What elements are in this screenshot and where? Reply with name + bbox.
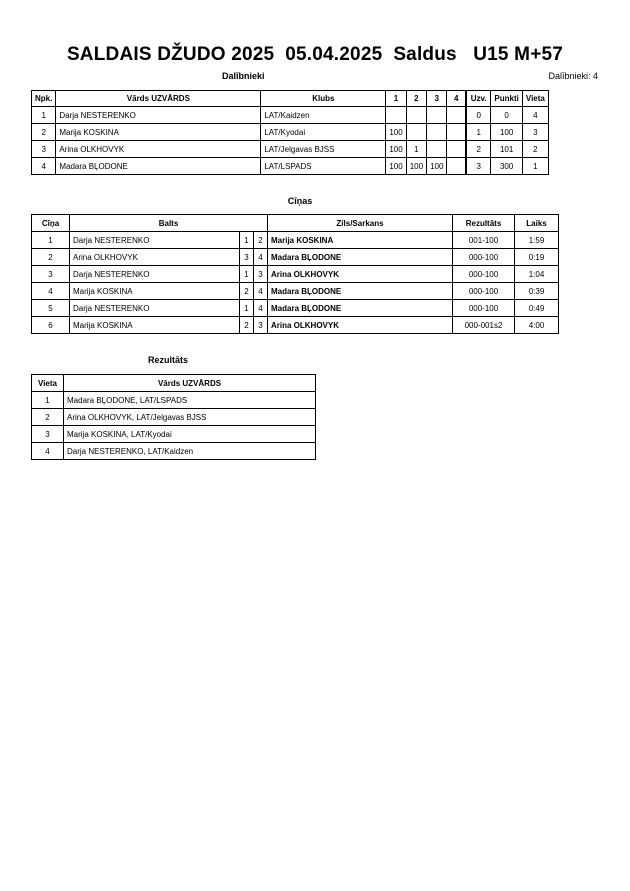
result-row (32, 409, 316, 426)
result-cell: Darja NESTERENKO, LAT/Kaidzen (64, 443, 316, 460)
fight-cell: Marija KOSKINA (268, 232, 453, 249)
col-header: Balts (70, 215, 268, 232)
result-cell: 1 (32, 392, 64, 409)
participant-cell: 1 (522, 158, 548, 175)
fight-cell: 1:59 (515, 232, 559, 249)
fight-cell: 1:04 (515, 266, 559, 283)
participant-cell: 2 (466, 141, 491, 158)
fight-cell: 4:00 (515, 317, 559, 334)
result-cell: 3 (32, 426, 64, 443)
fight-cell: 3 (254, 266, 268, 283)
col-header: 4 (447, 91, 466, 107)
fight-cell: Madara BĻODONE (268, 249, 453, 266)
participant-cell: LAT/LSPADS (261, 158, 386, 175)
participant-cell: 100 (386, 158, 406, 175)
fight-cell: 6 (32, 317, 70, 334)
fight-cell: 000-100 (453, 300, 515, 317)
col-header: Laiks (515, 215, 559, 232)
fight-cell: Darja NESTERENKO (70, 266, 240, 283)
fight-row (32, 300, 559, 317)
col-header: 3 (427, 91, 447, 107)
participant-row (32, 141, 549, 158)
fight-cell: 4 (254, 300, 268, 317)
fight-cell: 0:39 (515, 283, 559, 300)
col-header: Klubs (261, 91, 386, 107)
participant-cell (427, 107, 447, 124)
participant-cell: 4 (32, 158, 56, 175)
fight-cell: 2 (240, 317, 254, 334)
participant-cell (427, 141, 447, 158)
fight-cell: Darja NESTERENKO (70, 300, 240, 317)
participant-cell (406, 124, 426, 141)
participant-cell: 3 (32, 141, 56, 158)
participant-cell (447, 107, 466, 124)
participant-cell: 100 (427, 158, 447, 175)
participant-cell (406, 107, 426, 124)
participants-header-row (32, 91, 549, 107)
fight-cell: Madara BĻODONE (268, 300, 453, 317)
results-heading: Rezultāts (148, 355, 189, 365)
participant-cell (386, 107, 406, 124)
fights-header-row (32, 215, 559, 232)
participant-cell (427, 124, 447, 141)
participant-cell: 100 (491, 124, 522, 141)
fight-cell: 000-100 (453, 266, 515, 283)
participant-cell: Madara BĻODONE (56, 158, 261, 175)
participant-cell: LAT/Kaidzen (261, 107, 386, 124)
result-row (32, 392, 316, 409)
result-cell: Arina OLKHOVYK, LAT/Jelgavas BJSS (64, 409, 316, 426)
participant-cell (447, 158, 466, 175)
participant-cell: 2 (32, 124, 56, 141)
fight-cell: 4 (254, 283, 268, 300)
col-header: Uzv. (466, 91, 491, 107)
fight-row (32, 283, 559, 300)
participant-cell: 100 (386, 141, 406, 158)
participant-cell: 1 (32, 107, 56, 124)
fight-cell: 1 (240, 232, 254, 249)
fights-heading: Cīņas (287, 196, 313, 206)
result-cell: Madara BĻODONE, LAT/LSPADS (64, 392, 316, 409)
result-row (32, 443, 316, 460)
fight-cell: Darja NESTERENKO (70, 232, 240, 249)
fight-cell: 2 (254, 232, 268, 249)
participants-table (31, 90, 549, 175)
fight-cell: 1 (240, 300, 254, 317)
fight-cell: Arina OLKHOVYK (268, 317, 453, 334)
participant-cell: 3 (522, 124, 548, 141)
participant-cell: Arina OLKHOVYK (56, 141, 261, 158)
fight-cell: 4 (32, 283, 70, 300)
fight-cell: 0:49 (515, 300, 559, 317)
fight-cell: 3 (240, 249, 254, 266)
fight-row (32, 249, 559, 266)
result-cell: 4 (32, 443, 64, 460)
participant-cell: Marija KOSKINA (56, 124, 261, 141)
col-header: Vieta (32, 375, 64, 392)
fight-cell: Madara BĻODONE (268, 283, 453, 300)
fight-cell: 001-100 (453, 232, 515, 249)
participants-count: Dalībnieki: 4 (548, 71, 598, 81)
participant-cell: 3 (466, 158, 491, 175)
col-header: Vārds UZVĀRDS (56, 91, 261, 107)
col-header: Rezultāts (453, 215, 515, 232)
fight-cell: 1 (240, 266, 254, 283)
participant-cell: 1 (466, 124, 491, 141)
col-header: Zils/Sarkans (268, 215, 453, 232)
fight-cell: 2 (32, 249, 70, 266)
fight-cell: 0:19 (515, 249, 559, 266)
fight-row (32, 266, 559, 283)
result-cell: 2 (32, 409, 64, 426)
results-table (31, 374, 316, 460)
fight-cell: Marija KOSKINA (70, 283, 240, 300)
result-cell: Marija KOSKINA, LAT/Kyodai (64, 426, 316, 443)
page-title: SALDAIS DŽUDO 2025 05.04.2025 Saldus U15 M+57 (66, 44, 564, 65)
fight-cell: 5 (32, 300, 70, 317)
participants-heading: Dalībnieki (222, 71, 265, 81)
fight-cell: Arina OLKHOVYK (70, 249, 240, 266)
fight-cell: 3 (32, 266, 70, 283)
col-header: 1 (386, 91, 406, 107)
col-header: Npk. (32, 91, 56, 107)
participant-cell (447, 141, 466, 158)
participant-cell: LAT/Kyodai (261, 124, 386, 141)
participant-cell: 1 (406, 141, 426, 158)
fight-cell: Arina OLKHOVYK (268, 266, 453, 283)
fight-cell: 000-100 (453, 249, 515, 266)
participant-cell (447, 124, 466, 141)
participant-cell: 2 (522, 141, 548, 158)
participant-cell: LAT/Jelgavas BJSS (261, 141, 386, 158)
participant-cell: 100 (406, 158, 426, 175)
result-row (32, 426, 316, 443)
fight-row (32, 317, 559, 334)
results-header-row (32, 375, 316, 392)
participant-cell: 300 (491, 158, 522, 175)
participant-cell: Darja NESTERENKO (56, 107, 261, 124)
participant-row (32, 158, 549, 175)
participant-row (32, 107, 549, 124)
fight-cell: Marija KOSKINA (70, 317, 240, 334)
fight-cell: 1 (32, 232, 70, 249)
participant-cell: 100 (386, 124, 406, 141)
fight-cell: 2 (240, 283, 254, 300)
col-header: Cīņa (32, 215, 70, 232)
participant-cell: 4 (522, 107, 548, 124)
fight-row (32, 232, 559, 249)
col-header: 2 (406, 91, 426, 107)
fight-cell: 000-001s2 (453, 317, 515, 334)
participant-cell: 0 (466, 107, 491, 124)
fight-cell: 000-100 (453, 283, 515, 300)
participant-cell: 101 (491, 141, 522, 158)
fights-table (31, 214, 559, 334)
participant-row (32, 124, 549, 141)
participant-cell: 0 (491, 107, 522, 124)
col-header: Punkti (491, 91, 522, 107)
fight-cell: 4 (254, 249, 268, 266)
col-header: Vieta (522, 91, 548, 107)
fight-cell: 3 (254, 317, 268, 334)
col-header: Vārds UZVĀRDS (64, 375, 316, 392)
